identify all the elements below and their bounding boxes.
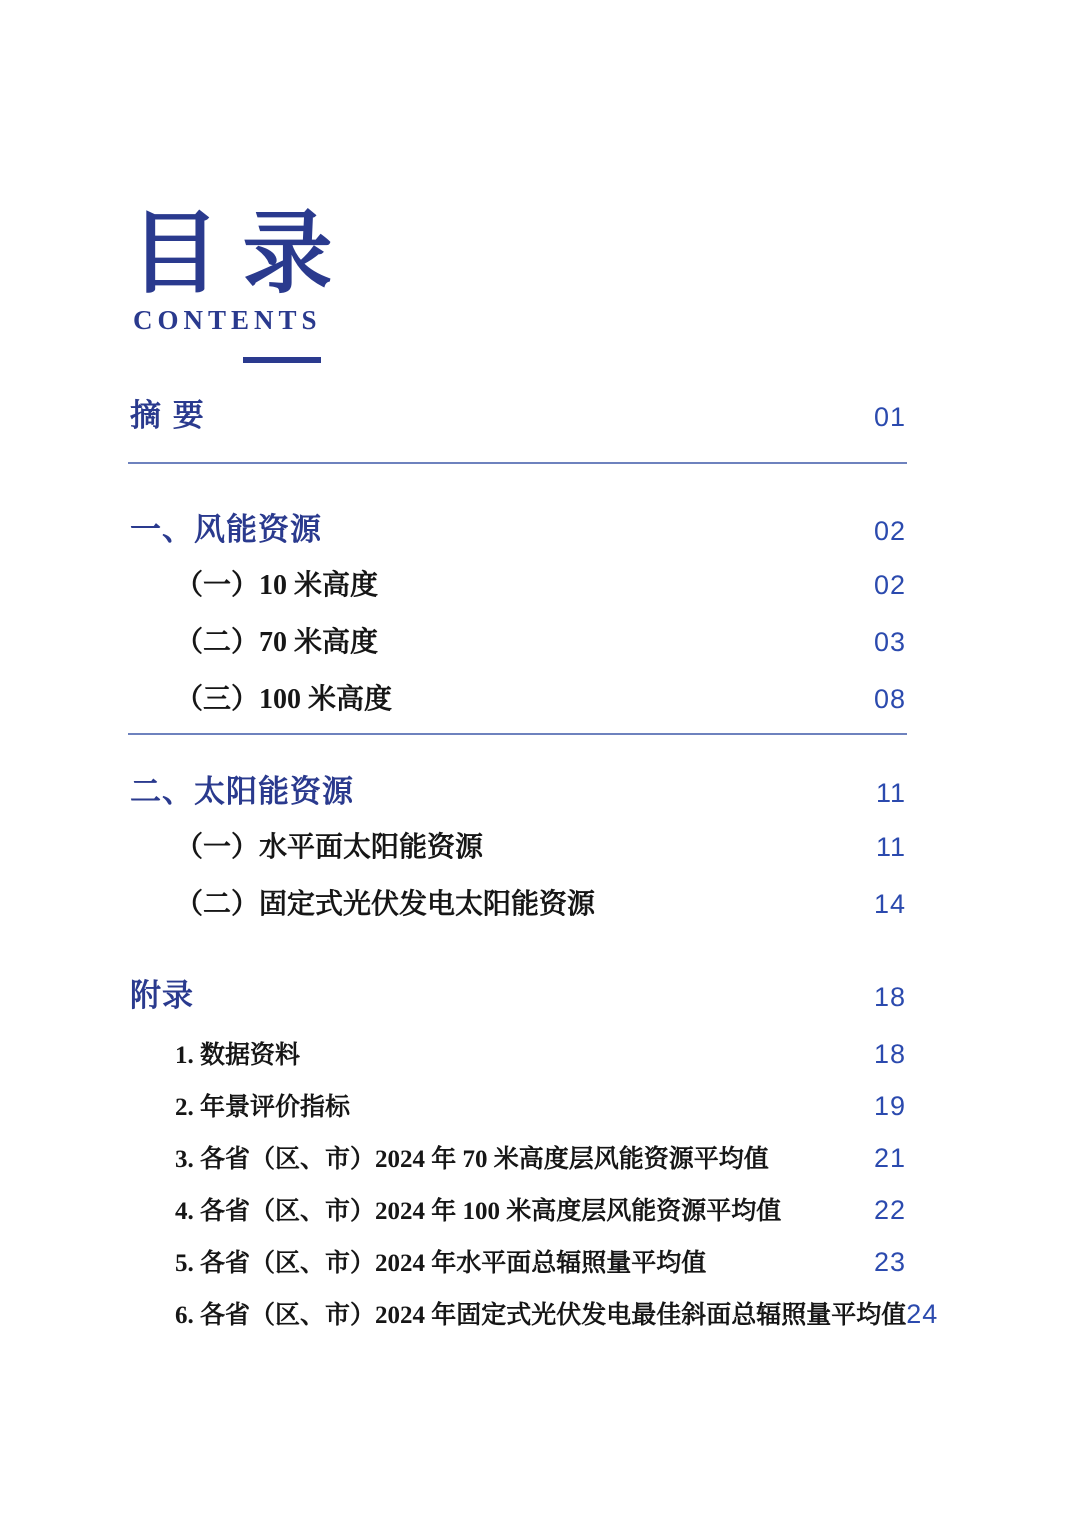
toc-entry-label: 一、风能资源	[130, 512, 322, 547]
title-underline	[243, 357, 321, 363]
page-title-cjk: 目 录	[130, 205, 333, 304]
toc-entry-label: 二、太阳能资源	[130, 774, 354, 809]
toc-entry-label: （一）水平面太阳能资源	[175, 832, 484, 863]
toc-entry-page-number: 03	[873, 627, 906, 657]
section-divider	[128, 462, 907, 464]
toc-entry-page-number: 14	[873, 889, 906, 919]
toc-row-summary	[130, 400, 906, 431]
toc-row-wind-70m	[130, 629, 906, 657]
toc-entry-label: 2. 年景评价指标	[175, 1094, 351, 1121]
toc-row-section-appendix	[130, 980, 906, 1011]
toc-entry-page-number: 01	[873, 402, 906, 432]
toc-row-appendix-3	[130, 1145, 906, 1172]
toc-entry-label: 5. 各省（区、市）2024 年水平面总辐照量平均值	[175, 1250, 707, 1277]
toc-row-solar-fixed-pv	[130, 891, 906, 919]
toc-entry-label: 附录	[130, 978, 194, 1013]
toc-entry-page-number: 02	[873, 570, 906, 600]
toc-entry-page-number: 23	[873, 1247, 906, 1277]
toc-row-appendix-5	[130, 1249, 906, 1276]
toc-row-section-solar	[130, 776, 906, 807]
toc-entry-label: （二）70 米高度	[175, 627, 379, 658]
toc-entry-label: （二）固定式光伏发电太阳能资源	[175, 889, 596, 920]
toc-row-wind-100m	[130, 686, 906, 714]
toc-entry-label: 6. 各省（区、市）2024 年固定式光伏发电最佳斜面总辐照量平均值	[175, 1302, 907, 1329]
toc-row-section-wind	[130, 514, 906, 545]
toc-entry-page-number: 19	[873, 1091, 906, 1121]
toc-entry-page-number: 22	[873, 1195, 906, 1225]
toc-entry-page-number: 18	[873, 982, 906, 1012]
toc-entry-label: 4. 各省（区、市）2024 年 100 米高度层风能资源平均值	[175, 1198, 782, 1225]
toc-entry-page-number: 24	[906, 1299, 939, 1329]
toc-entry-page-number: 08	[873, 684, 906, 714]
toc-entry-label: （一）10 米高度	[175, 570, 379, 601]
toc-entry-page-number: 21	[873, 1143, 906, 1173]
page-title-en: CONTENTS	[133, 305, 322, 335]
toc-entry-label: 摘 要	[130, 398, 206, 433]
toc-entry-page-number: 18	[873, 1039, 906, 1069]
toc-row-appendix-4	[130, 1197, 906, 1224]
toc-row-wind-10m	[130, 572, 906, 600]
toc-entry-page-number: 11	[875, 778, 906, 808]
toc-entry-page-number: 11	[875, 832, 906, 862]
toc-entry-label: 3. 各省（区、市）2024 年 70 米高度层风能资源平均值	[175, 1146, 769, 1173]
section-divider	[128, 733, 907, 735]
toc-row-solar-horizontal	[130, 834, 906, 862]
toc-row-appendix-2	[130, 1093, 906, 1120]
toc-entry-label: 1. 数据资料	[175, 1042, 301, 1069]
toc-entry-label: （三）100 米高度	[175, 684, 393, 715]
toc-entry-page-number: 02	[873, 516, 906, 546]
toc-row-appendix-6	[130, 1299, 939, 1329]
toc-row-appendix-1	[130, 1041, 906, 1068]
